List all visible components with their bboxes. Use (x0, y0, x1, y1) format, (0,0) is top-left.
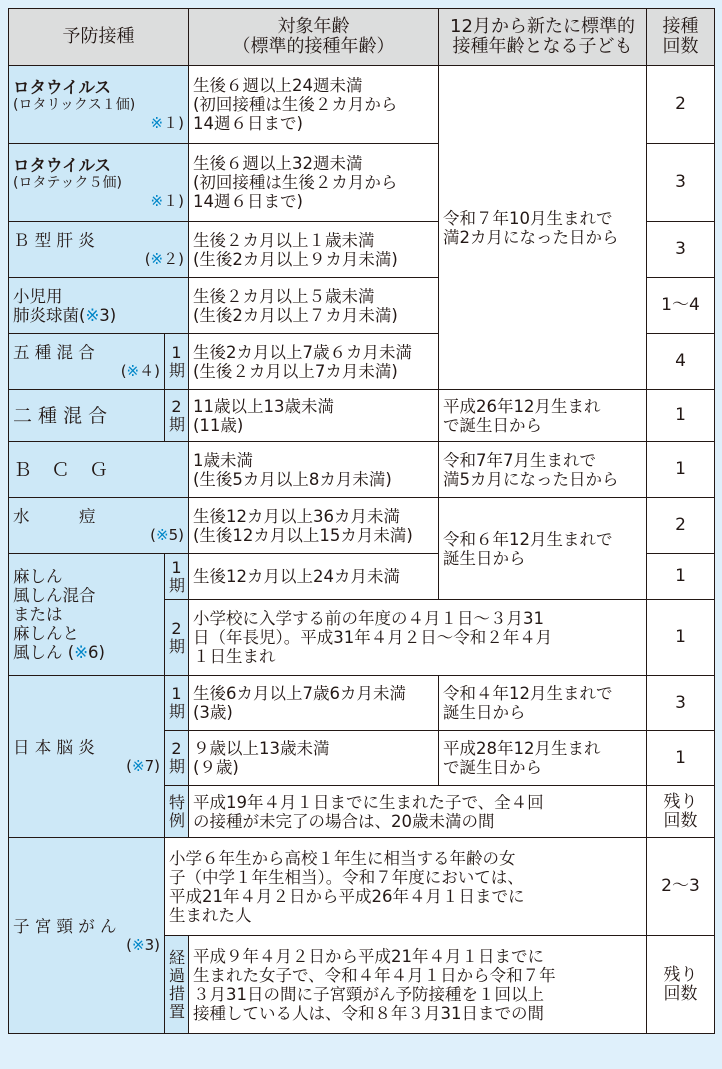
header-vaccine: 予防接種 (9, 9, 189, 66)
count-rota1: 2 (647, 66, 715, 144)
new-target-two: 平成26年12月生まれ で誕生日から (439, 390, 647, 442)
period-hpv-transition: 経 過 措 置 (165, 936, 189, 1034)
text-mr-2: 小学校に入学する前の年度の４月１日～３月31 日（年長児）。平成31年４月２日～令和２年４月 １日生まれ (189, 600, 647, 676)
period-mr-1: 1 期 (165, 554, 189, 600)
period-two: 2 期 (165, 390, 189, 442)
new-target-shared: 令和７年10月生まれで 満2カ月になった日から (439, 66, 647, 390)
vaccine-name-mr: 麻しん 風しん混合 または 麻しんと 風しん (※6) (9, 554, 165, 676)
count-mr-1: 1 (647, 554, 715, 600)
count-five: 4 (647, 334, 715, 390)
vaccine-name-rota1: ロタウイルス (ロタリックス１価) ※１) (9, 66, 189, 144)
age-five: 生後2カ月以上7歳６カ月未満 (生後２カ月以上7カ月未満) (189, 334, 439, 390)
period-je-2: 2 期 (165, 731, 189, 786)
vaccine-name-hepb: Ｂ 型 肝 炎 (※２) (9, 222, 189, 278)
count-hepb: 3 (647, 222, 715, 278)
row-rota1 (9, 66, 715, 144)
row-bcg (9, 442, 715, 498)
vaccine-name-varicella: 水 痘 (※5) (9, 498, 189, 554)
count-hpv-transition: 残り 回数 (647, 936, 715, 1034)
age-mr-1: 生後12カ月以上24カ月未満 (189, 554, 439, 600)
count-varicella: 2 (647, 498, 715, 554)
new-target-varicella: 令和６年12月生まれで 誕生日から (439, 498, 647, 600)
text-hpv-transition: 平成９年４月２日から平成21年４月１日までに 生まれた女子で、令和４年４月１日から令和７年 ３月31日の間に子宮頸がん予防接種を１回以上 接種している人は、令和８年３月31日までの間 (189, 936, 647, 1034)
period-mr-2: 2 期 (165, 600, 189, 676)
vaccine-name-hpv: 子 宮 頸 が ん (※3) (9, 838, 165, 1034)
age-two: 11歳以上13歳未満 (11歳) (189, 390, 439, 442)
age-rota5: 生後６週以上32週未満 (初回接種は生後２カ月から 14週６日まで) (189, 144, 439, 222)
count-mr-2: 1 (647, 600, 715, 676)
header-row (9, 9, 715, 66)
vaccine-name-bcg: Ｂ Ｃ Ｇ (9, 442, 189, 498)
period-five: 1 期 (165, 334, 189, 390)
period-je-special: 特 例 (165, 786, 189, 838)
count-two: 1 (647, 390, 715, 442)
age-rota1: 生後６週以上24週未満 (初回接種は生後２カ月から 14週６日まで) (189, 66, 439, 144)
count-pneumo: 1～4 (647, 278, 715, 334)
header-new-target: 12月から新たに標準的 接種年齢となる子ども (439, 9, 647, 66)
vaccine-name-je: 日 本 脳 炎 (※7) (9, 676, 165, 838)
row-hpv-main (9, 838, 715, 936)
count-je-special: 残り 回数 (647, 786, 715, 838)
header-count: 接種 回数 (647, 9, 715, 66)
period-je-1: 1 期 (165, 676, 189, 731)
age-bcg: 1歳未満 (生後5カ月以上8カ月未満) (189, 442, 439, 498)
age-varicella: 生後12カ月以上36カ月未満 (生後12カ月以上15カ月未満) (189, 498, 439, 554)
row-two (9, 390, 715, 442)
age-pneumo: 生後２カ月以上５歳未満 (生後2カ月以上７カ月未満) (189, 278, 439, 334)
row-je-p1 (9, 676, 715, 731)
age-hepb: 生後２カ月以上１歳未満 (生後2カ月以上９カ月未満) (189, 222, 439, 278)
count-rota5: 3 (647, 144, 715, 222)
count-hpv-main: 2～3 (647, 838, 715, 936)
count-bcg: 1 (647, 442, 715, 498)
new-target-je-1: 令和４年12月生まれで 誕生日から (439, 676, 647, 731)
header-age: 対象年齢 （標準的接種年齢） (189, 9, 439, 66)
new-target-je-2: 平成28年12月生まれ で誕生日から (439, 731, 647, 786)
vaccine-name-five: 五 種 混 合 (※４) (9, 334, 165, 390)
vaccine-name-rota5: ロタウイルス (ロタテック５価) ※１) (9, 144, 189, 222)
text-hpv-main: 小学６年生から高校１年生に相当する年齢の女 子（中学１年生相当）。令和７年度においては、 平成21年４月２日から平成26年４月１日までに 生まれた人 (165, 838, 647, 936)
text-je-special: 平成19年４月１日までに生まれた子で、全４回 の接種が未完了の場合は、20歳未満の間 (189, 786, 647, 838)
count-je-1: 3 (647, 676, 715, 731)
age-je-1: 生後6カ月以上7歳6カ月未満 (3歳) (189, 676, 439, 731)
vaccine-name-pneumo: 小児用 肺炎球菌(※3) (9, 278, 189, 334)
count-je-2: 1 (647, 731, 715, 786)
row-varicella (9, 498, 715, 554)
new-target-bcg: 令和7年7月生まれで 満5カ月になった日から (439, 442, 647, 498)
vaccine-name-two: 二 種 混 合 (9, 390, 165, 442)
vaccination-table (8, 8, 715, 1034)
age-je-2: ９歳以上13歳未満 (９歳) (189, 731, 439, 786)
